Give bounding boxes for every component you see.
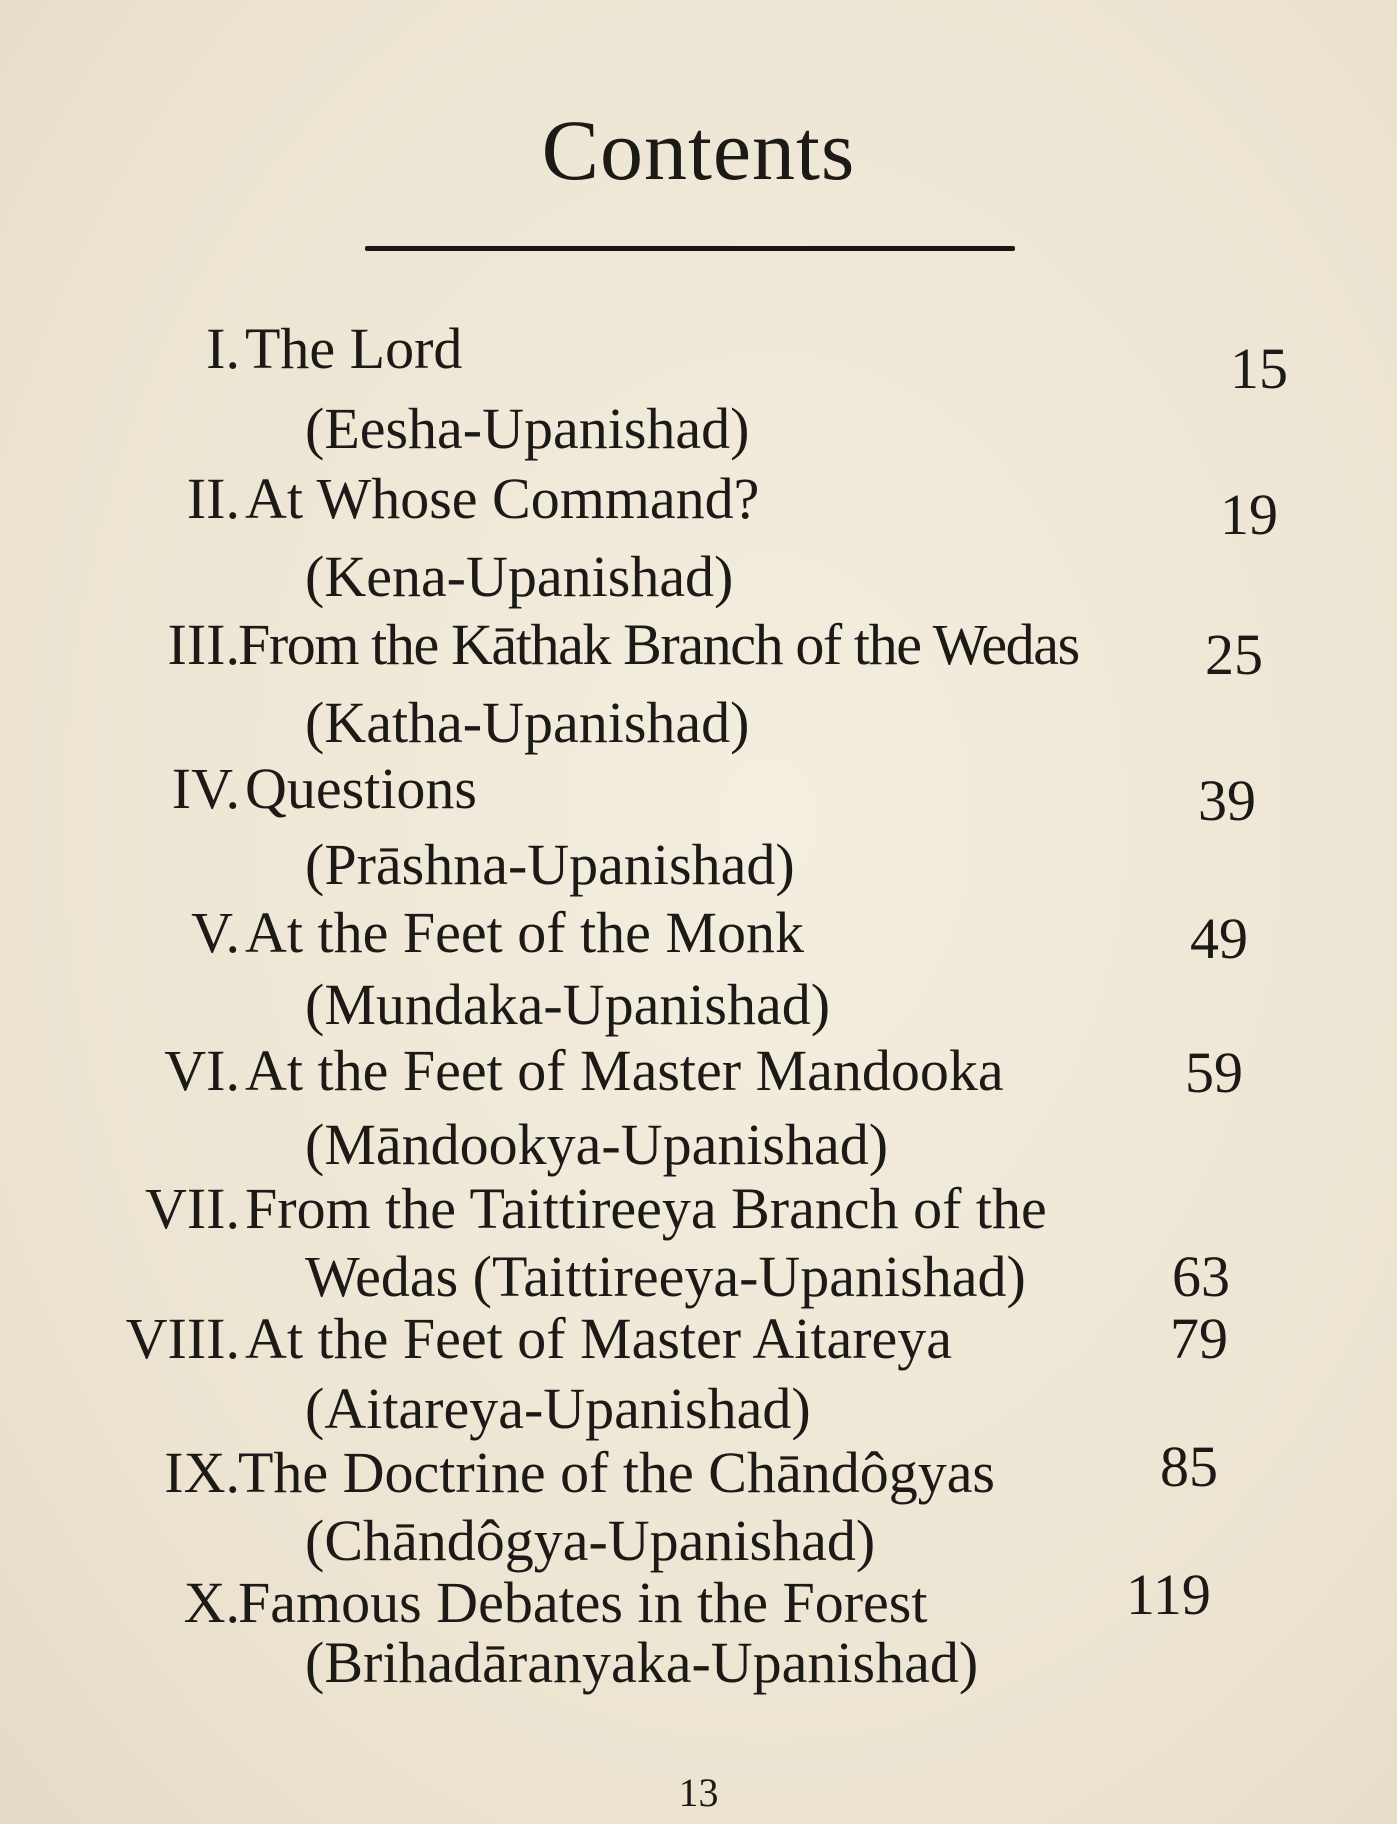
entry-page: 15 (1230, 336, 1288, 401)
entry-page: 79 (1170, 1306, 1228, 1371)
entry-title: The Doctrine of the Chāndôgyas (238, 1440, 996, 1505)
entry-numeral: IV. (171, 756, 240, 821)
entry-title: From the Kāthak Branch of the Wedas (238, 612, 1079, 677)
entry-page: 19 (1220, 482, 1278, 547)
entry-subtitle: (Māndookya-Upanishad) (305, 1112, 889, 1177)
entry-title: At the Feet of Master Mandooka (245, 1038, 1004, 1103)
entry-page: 39 (1198, 768, 1256, 833)
entry-title: At Whose Command? (245, 466, 760, 531)
page-number: 13 (678, 1770, 719, 1815)
entry-title: At the Feet of the Monk (245, 900, 804, 965)
entry-subtitle: (Prāshna-Upanishad) (305, 832, 795, 897)
entry-numeral: II. (186, 466, 240, 531)
entry-subtitle: (Chāndôgya-Upanishad) (305, 1508, 876, 1573)
entry-numeral: III. (167, 612, 240, 677)
entry-numeral: IX. (164, 1440, 240, 1505)
entry-subtitle: (Aitareya-Upanishad) (305, 1376, 811, 1441)
entry-page: 49 (1190, 906, 1248, 971)
entry-numeral: X. (183, 1570, 240, 1635)
entry-subtitle: (Brihadāranyaka-Upanishad) (305, 1630, 979, 1695)
entry-page: 25 (1205, 622, 1263, 687)
entry-title: The Lord (245, 316, 463, 381)
entry-title: Famous Debates in the Forest (238, 1570, 928, 1635)
entry-numeral: I. (206, 316, 240, 381)
entry-title: Questions (245, 756, 477, 821)
entry-title: At the Feet of Master Aitareya (245, 1306, 953, 1371)
entry-subtitle: Wedas (Taittireeya-Upanishad) (305, 1244, 1026, 1309)
entry-subtitle: (Katha-Upanishad) (305, 690, 750, 755)
entry-title: From the Taittireeya Branch of the (245, 1176, 1047, 1241)
entry-page: 59 (1185, 1040, 1243, 1105)
entry-numeral: V. (191, 900, 240, 965)
entry-subtitle: (Eesha-Upanishad) (305, 396, 750, 461)
entry-numeral: VII. (144, 1176, 240, 1241)
entry-page: 63 (1172, 1244, 1230, 1309)
entry-numeral: VI. (164, 1038, 240, 1103)
entry-page: 85 (1160, 1434, 1218, 1499)
page-title: Contents (541, 102, 856, 198)
entry-page: 119 (1126, 1562, 1211, 1627)
entry-subtitle: (Mundaka-Upanishad) (305, 972, 831, 1037)
entry-subtitle: (Kena-Upanishad) (305, 544, 734, 609)
entry-numeral: VIII. (125, 1306, 240, 1371)
